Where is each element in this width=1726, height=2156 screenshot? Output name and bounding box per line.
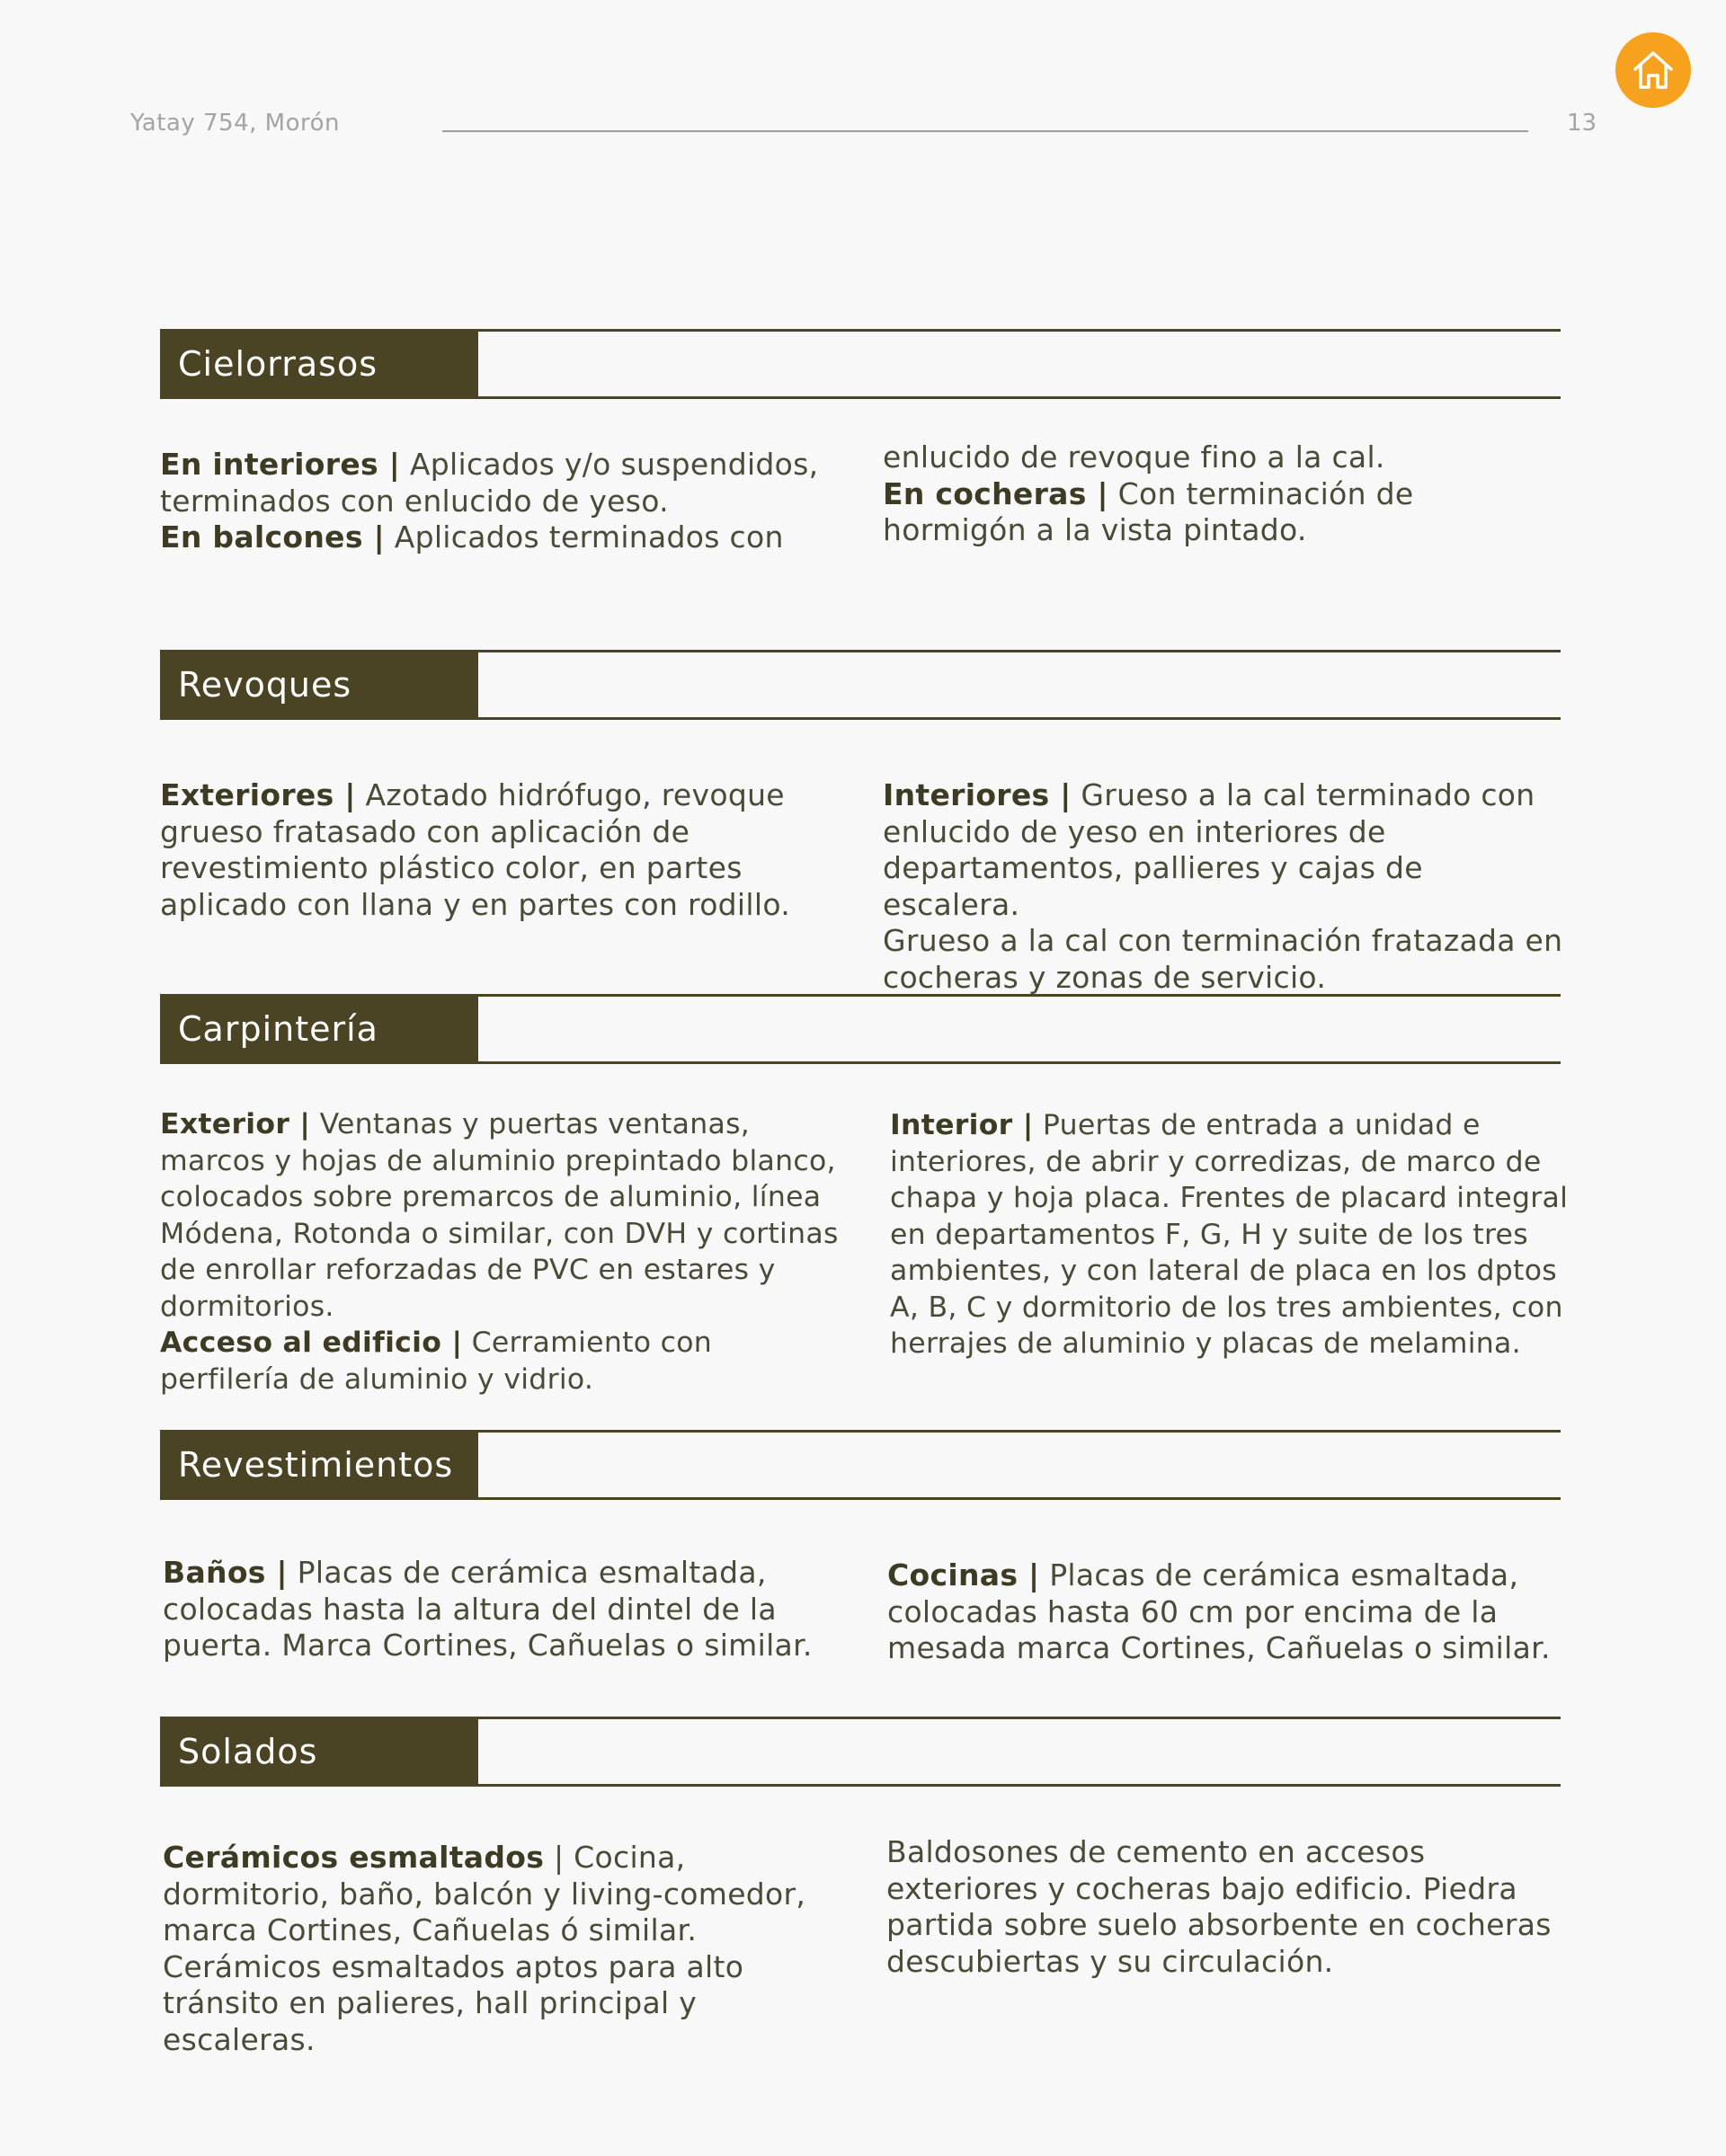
section-carpinteria [160, 994, 1561, 1064]
section-revestimientos [160, 1430, 1561, 1500]
carpinteria-right-column: Interior | Puertas de entrada a unidad e interiores, de abrir y corredizas, de marco de chapa y hoja placa. Frentes de placard integral en departamentos F, G, H y suite de los tres ambientes, y con lateral de placa en los dptos A, B, C y dormitorio de los tres ambientes, con herrajes de aluminio y placas de melamina. [890, 1109, 1569, 1360]
solados-left-column: Cerámicos esmaltados | Cocina, dormitorio, baño, balcón y living-comedor, marca Cortines, Cañuelas ó similar. Cerámicos esmaltados aptos para alto tránsito en palieres, hall principal y escaleras. [163, 1840, 806, 2057]
home-button[interactable] [1615, 32, 1691, 108]
revestimientos-right-column: Cocinas | Placas de cerámica esmaltada, colocadas hasta 60 cm por encima de la mesada marca Cortines, Cañuelas o similar. [887, 1557, 1551, 1665]
home-icon [1630, 47, 1677, 93]
section-header [160, 1717, 1561, 1787]
section-title: Solados [160, 1717, 478, 1787]
cielorrasos-right-column: enlucido de revoque fino a la cal. En cocheras | Con terminación de hormigón a la vista pintado. [883, 439, 1414, 547]
section-title: Revoques [160, 650, 478, 720]
para-label: En interiores | Aplicados y/o suspendidos, terminados con enlucido de yeso. [160, 447, 819, 519]
revestimientos-left-column: Baños | Placas de cerámica esmaltada, colocadas hasta la altura del dintel de la puerta. Marca Cortines, Cañuelas o similar. [163, 1555, 813, 1663]
para-label: En cocheras | Con terminación de hormigón a la vista pintado. [883, 475, 1414, 547]
section-cielorrasos [160, 329, 1561, 399]
section-header [160, 329, 1561, 399]
section-title: Cielorrasos [160, 329, 478, 399]
header-address: Yatay 754, Morón [130, 110, 341, 137]
solados-right-column: Baldosones de cemento en accesos exteriores y cocheras bajo edificio. Piedra partida sobre suelo absorbente en cocheras descubiertas y su circulación. [886, 1834, 1552, 1979]
header-divider [442, 130, 1528, 132]
section-title: Revestimientos [160, 1430, 478, 1500]
carpinteria-left-column: Exterior | Ventanas y puertas ventanas, marcos y hojas de aluminio prepintado blanco, colocados sobre premarcos de aluminio, línea Módena, Rotonda o similar, con DVH y cortinas de enrollar reforzadas de PVC en estares y dormitorios. Acceso al edificio | Cerramiento con perfilería de aluminio y vidrio. [160, 1108, 839, 1396]
section-header [160, 1430, 1561, 1500]
cielorrasos-left-column [160, 447, 843, 556]
revoques-left-column: Exteriores | Azotado hidrófugo, revoque grueso fratasado con aplicación de revestimiento plástico color, en partes aplicado con llana y en partes con rodillo. [160, 777, 791, 922]
section-revoques [160, 650, 1561, 720]
section-solados [160, 1717, 1561, 1787]
revoques-right-column: Interiores | Grueso a la cal terminado con enlucido de yeso en interiores de departamentos, pallieres y cajas de escalera. Grueso a la cal con terminación fratazada en cocheras y zonas de servicio. [883, 777, 1563, 995]
page-number: 13 [1567, 110, 1597, 137]
section-header [160, 994, 1561, 1064]
section-header [160, 650, 1561, 720]
para-label: En balcones | Aplicados terminados con [160, 519, 784, 555]
section-title: Carpintería [160, 994, 478, 1064]
